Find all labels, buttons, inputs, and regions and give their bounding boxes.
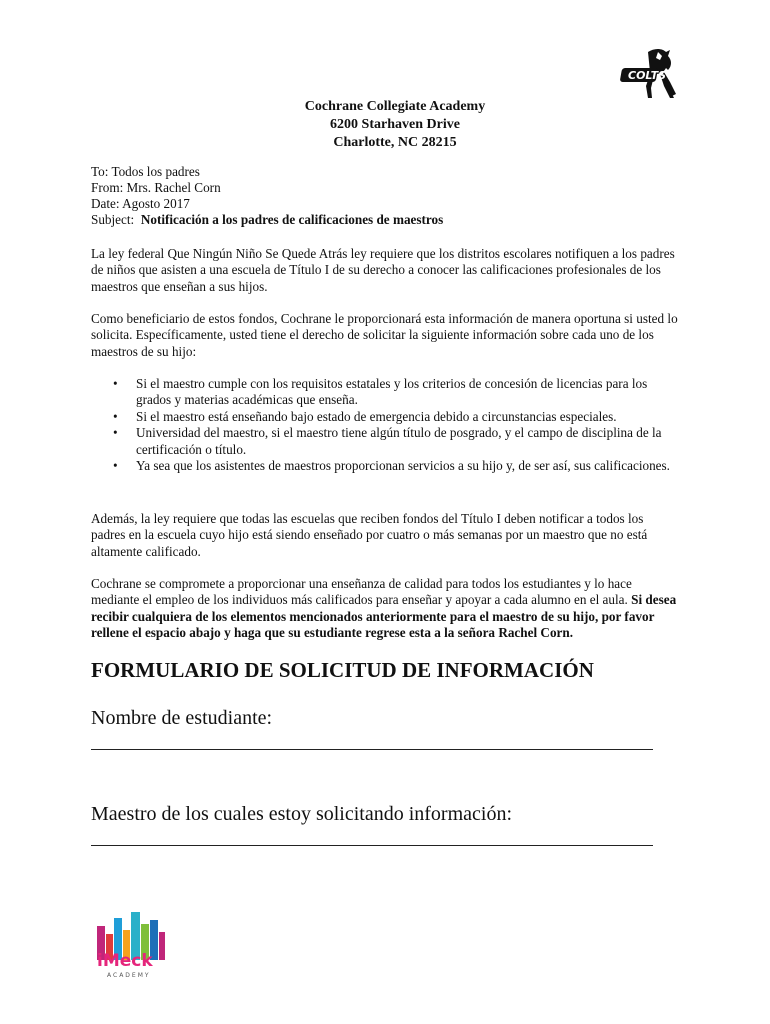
- colts-logo: [620, 46, 682, 100]
- svg-text:iMeck: iMeck: [97, 951, 153, 971]
- bullet-icon: •: [113, 458, 118, 474]
- bullet-icon: •: [113, 408, 118, 424]
- memo-block: [91, 164, 443, 228]
- commitment-text: Cochrane se compromete a proporcionar una enseñanza de calidad para todos los estudiantes y lo hace mediante el empleo de los individuos más calificados para enseñar y apoyar a cada alumno en el aula.: [91, 576, 632, 608]
- school-city: Charlotte, NC 28215: [333, 135, 457, 150]
- svg-text:ACADEMY: ACADEMY: [107, 972, 151, 979]
- bullet-icon: •: [113, 425, 118, 441]
- teacher-field[interactable]: [91, 845, 653, 846]
- memo-subject: [91, 212, 443, 228]
- list-item: • Si el maestro está enseñando bajo estado de emergencia debido a circunstancias especiales.: [113, 408, 617, 424]
- memo-to: To: Todos los padres: [91, 164, 200, 179]
- paragraph-notification: Además, la ley requiere que todas las escuelas que reciben fondos del Título I deben notificar a todos los padres en la escuela cuyo hijo está siendo enseñado por cuatro o más semanas por un maestro que no está altamente calificado.: [91, 511, 648, 559]
- memo-date: Date: Agosto 2017: [91, 196, 190, 211]
- memo-subject-label: Subject:: [91, 212, 141, 227]
- rights-list: [91, 376, 681, 474]
- list-item: • Universidad del maestro, si el maestro tiene algún título de posgrado, y el campo de disciplina de la certificación o título.: [113, 425, 662, 457]
- list-item: • Ya sea que los asistentes de maestros proporcionan servicios a su hijo y, de ser así, sus calificaciones.: [113, 458, 670, 474]
- school-name: Cochrane Collegiate Academy: [304, 99, 486, 114]
- memo-subject-text: Notificación a los padres de calificaciones de maestros: [140, 212, 444, 227]
- paragraph-beneficiary: Como beneficiario de estos fondos, Cochrane le proporcionará esta información de manera oportuna si usted lo solicita. Específicamente, usted tiene el derecho de solicitar la siguiente información sobre cada uno de los maestros de su hijo:: [91, 311, 678, 359]
- memo-from: From: Mrs. Rachel Corn: [91, 180, 221, 195]
- student-name-field[interactable]: [91, 749, 653, 750]
- letterhead: [0, 98, 770, 152]
- paragraph-law: La ley federal Que Ningún Niño Se Quede Atrás ley requiere que los distritos escolares notifiquen a los padres de niños que asisten a una escuela de Título I de su derecho a conocer las calificaciones profesionales de los maestros que enseñan a sus hijos.: [91, 246, 675, 294]
- commitment-request: Si desea recibir cualquiera de los elementos mencionados anteriormente para el maestro de su hijo, por favor rellene el espacio abajo y haga que su estudiante regrese esta a la señora Rachel Corn.: [91, 592, 677, 641]
- paragraph-commitment: [91, 576, 681, 642]
- form-title: FORMULARIO DE SOLICITUD DE INFORMACIÓN: [91, 658, 594, 682]
- list-item: • Si el maestro cumple con los requisitos estatales y los criterios de concesión de licencias para los grados y materias académicas que enseña.: [113, 376, 648, 408]
- school-street: 6200 Starhaven Drive: [330, 117, 460, 132]
- imeck-academy-logo: [93, 908, 169, 980]
- svg-text:COLTS: COLTS: [628, 69, 667, 82]
- student-name-label: Nombre de estudiante:: [91, 707, 273, 729]
- bullet-icon: •: [113, 376, 118, 391]
- teacher-label: Maestro de los cuales estoy solicitando información:: [91, 803, 513, 825]
